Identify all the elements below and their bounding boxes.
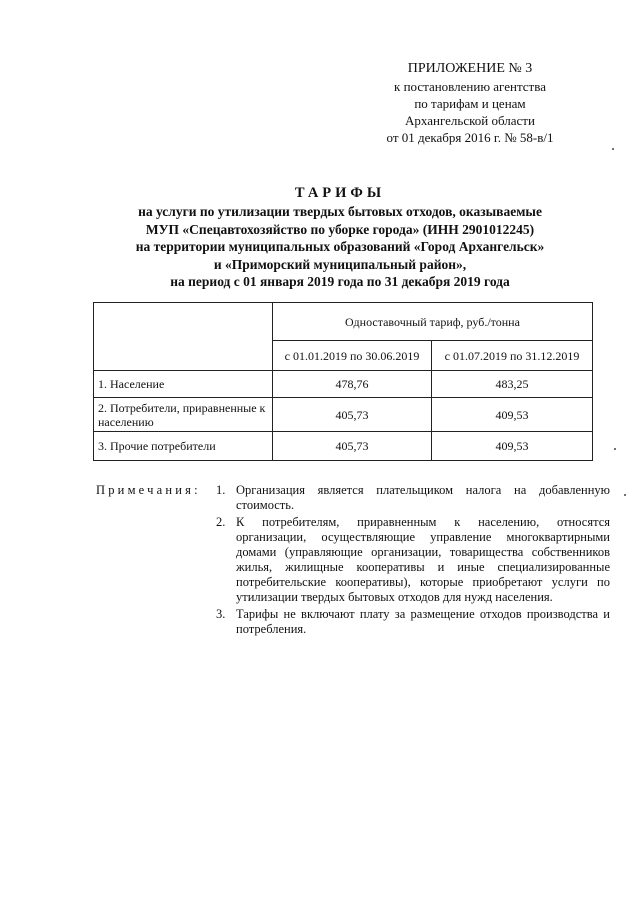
table-header-row: [94, 303, 593, 341]
heading-line: на территории муниципальных образований «Город Архангельск»: [135, 239, 545, 254]
tariff-value-cell: 405,73: [273, 398, 432, 432]
appendix-line: по тарифам и ценам: [414, 96, 526, 111]
period-header-cell: с 01.01.2019 по 30.06.2019: [273, 341, 432, 371]
table-row: [94, 432, 593, 461]
document-title: ТАРИФЫ: [294, 185, 386, 201]
heading-line: и «Приморский муниципальный район»,: [213, 256, 467, 272]
note-text: Тарифы не включают плату за размещение отходов производства и потребления.: [236, 607, 610, 636]
appendix-line: к постановлению агентства: [394, 79, 546, 94]
appendix-title: ПРИЛОЖЕНИЕ № 3: [407, 61, 533, 76]
scan-speck: [614, 448, 616, 450]
note-text: К потребителям, приравненным к населению, относятся организации, осуществляющие управление многоквартирными домами (управляющие организации, товарищества собственников жилья, жилищные кооперативы и иные специализированные потребительские кооперативы), которые приобретают услуги по утилизации твердых бытовых отходов для нужд населения.: [236, 515, 610, 604]
note-item: [216, 607, 610, 637]
table-row: [94, 398, 593, 432]
tariff-value-cell: 405,73: [273, 432, 432, 461]
scan-speck: [612, 148, 614, 150]
note-number: 2.: [216, 515, 226, 529]
category-cell: 1. Население: [94, 371, 273, 398]
heading-period-line: на период с 01 января 2019 года по 31 декабря 2019 года: [170, 274, 510, 289]
table-corner-cell: [94, 303, 273, 371]
notes-list: [216, 483, 610, 639]
note-item: [216, 483, 610, 513]
heading-line: МУП «Спецавтохозяйство по уборке города» (ИНН 2901012245): [145, 221, 535, 237]
appendix-block: [350, 60, 590, 146]
appendix-line: Архангельской области: [405, 113, 535, 128]
note-number: 3.: [216, 607, 226, 621]
category-cell: 3. Прочие потребители: [94, 432, 273, 461]
category-cell: 2. Потребители, приравненные к населению: [94, 398, 273, 432]
tariff-table: [93, 302, 593, 461]
period-header-cell: с 01.07.2019 по 31.12.2019: [432, 341, 593, 371]
tariff-value-cell: 409,53: [432, 398, 593, 432]
appendix-date-line: от 01 декабря 2016 г. № 58-в/1: [386, 130, 554, 145]
table-row: [94, 371, 593, 398]
tariff-value-cell: 478,76: [273, 371, 432, 398]
tariff-value-cell: 483,25: [432, 371, 593, 398]
note-number: 1.: [216, 483, 226, 497]
heading-line: на услуги по утилизации твердых бытовых отходов, оказываемые: [138, 204, 542, 219]
tariff-value-cell: 409,53: [432, 432, 593, 461]
note-item: [216, 515, 610, 605]
note-text: Организация является плательщиком налога на добавленную стоимость.: [236, 483, 610, 512]
document-heading: [80, 183, 600, 291]
notes-label: Примечания:: [96, 483, 201, 497]
scan-speck: [624, 494, 626, 496]
tariff-header-cell: Одноставочный тариф, руб./тонна: [273, 303, 593, 341]
